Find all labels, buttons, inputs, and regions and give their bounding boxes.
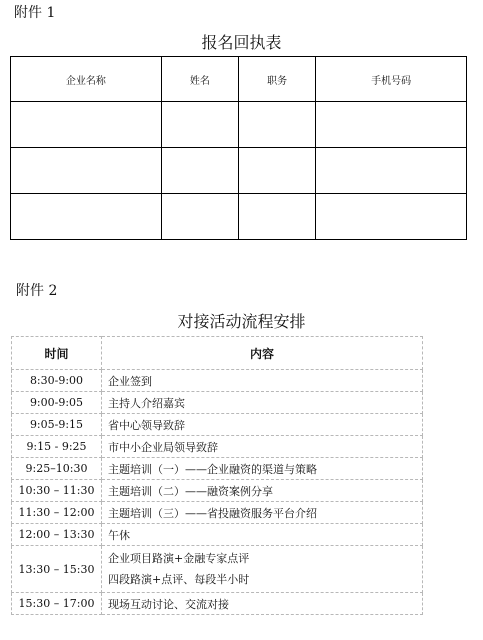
form-blank-row [11, 102, 467, 148]
schedule-time: 9:25–10:30 [12, 458, 102, 480]
schedule-content-line: 主题培训（二）——融资案例分享 [108, 484, 273, 498]
schedule-header-row [12, 337, 423, 370]
form-blank-row [11, 194, 467, 240]
schedule-row [12, 392, 423, 414]
schedule-content-line: 主题培训（一）——企业融资的渠道与策略 [108, 462, 317, 476]
schedule-content [102, 436, 423, 458]
schedule-body [12, 370, 423, 615]
schedule-table [11, 336, 423, 615]
schedule-time: 9:05-9:15 [12, 414, 102, 436]
schedule-content [102, 370, 423, 392]
schedule-row [12, 436, 423, 458]
schedule-time: 9:00-9:05 [12, 392, 102, 414]
attachment2-label: 附件 2 [16, 283, 58, 299]
form-blank-row [11, 148, 467, 194]
form-cell [161, 148, 238, 194]
schedule-time: 8:30-9:00 [12, 370, 102, 392]
header-content: 内容 [102, 337, 423, 370]
form-cell [316, 102, 467, 148]
schedule-time: 11:30 – 12:00 [12, 502, 102, 524]
schedule-content-line: 主持人介绍嘉宾 [108, 396, 185, 410]
form-header-row [11, 57, 467, 102]
schedule-row [12, 593, 423, 615]
schedule-row [12, 502, 423, 524]
schedule-content-line: 主题培训（三）——省投融资服务平台介绍 [108, 506, 317, 520]
schedule-content-line: 市中小企业局领导致辞 [108, 440, 218, 454]
schedule-time: 10:30 – 11:30 [12, 480, 102, 502]
schedule-content [102, 392, 423, 414]
schedule-title: 对接活动流程安排 [177, 312, 306, 331]
schedule-content-line: 省中心领导致辞 [108, 418, 185, 432]
schedule-row [12, 546, 423, 593]
form-cell [161, 194, 238, 240]
schedule-content-line: 现场互动讨论、交流对接 [108, 597, 229, 611]
schedule-row [12, 524, 423, 546]
schedule-content-line: 午休 [108, 528, 130, 542]
form-cell [316, 194, 467, 240]
header-name: 姓名 [161, 57, 238, 102]
header-time: 时间 [12, 337, 102, 370]
form-cell [316, 148, 467, 194]
schedule-content [102, 502, 423, 524]
schedule-time: 15:30 – 17:00 [12, 593, 102, 615]
registration-form-title: 报名回执表 [201, 33, 282, 52]
registration-form-table [10, 56, 467, 240]
form-cell [161, 102, 238, 148]
schedule-time: 12:00 – 13:30 [12, 524, 102, 546]
schedule-content-line: 四段路演+点评、每段半小时 [108, 573, 250, 586]
schedule-content-line: 企业签到 [108, 374, 152, 388]
schedule-row [12, 370, 423, 392]
schedule-content [102, 593, 423, 615]
form-cell [11, 194, 162, 240]
header-position: 职务 [238, 57, 315, 102]
schedule-content [102, 524, 423, 546]
header-phone: 手机号码 [316, 57, 467, 102]
header-company-name: 企业名称 [11, 57, 162, 102]
schedule-content [102, 414, 423, 436]
schedule-time: 13:30 – 15:30 [12, 546, 102, 593]
form-cell [238, 194, 315, 240]
schedule-row [12, 480, 423, 502]
attachment1-label: 附件 1 [14, 5, 56, 21]
schedule-content [102, 458, 423, 480]
schedule-row [12, 414, 423, 436]
form-cell [11, 148, 162, 194]
schedule-content-line: 企业项目路演+金融专家点评 [108, 552, 250, 565]
form-cell [238, 102, 315, 148]
form-cell [238, 148, 315, 194]
schedule-row [12, 458, 423, 480]
schedule-content [102, 480, 423, 502]
schedule-time: 9:15 - 9:25 [12, 436, 102, 458]
form-cell [11, 102, 162, 148]
schedule-content [102, 546, 423, 593]
